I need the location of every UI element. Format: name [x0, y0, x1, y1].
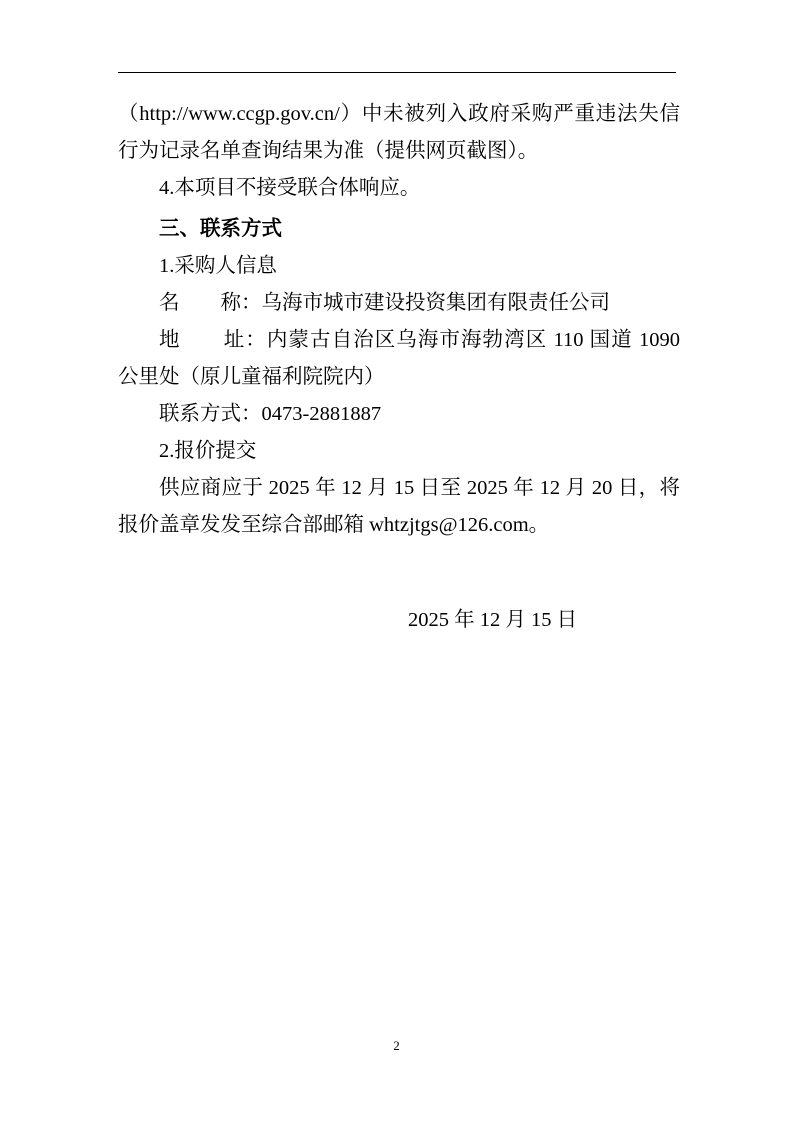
paragraph-url-credit: （http://www.ccgp.gov.cn/）中未被列入政府采购严重违法失信行为记录名单查询结果为准（提供网页截图）。 [118, 103, 680, 162]
subsection-heading-quote-submission: 2.报价提交 [159, 440, 257, 462]
paragraph-consortium: 4.本项目不接受联合体响应。 [159, 177, 421, 199]
buyer-contact-line: 联系方式：0473-2881887 [159, 403, 382, 425]
page-number: 2 [393, 1038, 400, 1053]
document-date: 2025 年 12 月 15 日 [408, 609, 578, 631]
quote-submission-line: 供应商应于 2025 年 12 月 15 日至 2025 年 12 月 20 日，将报价盖章发发至综合部邮箱 whtzjtgs@126.com。 [118, 477, 680, 536]
buyer-address-line: 地 址：内蒙古自治区乌海市海勃湾区 110 国道 1090 公里处（原儿童福利院院内） [118, 329, 680, 388]
header-rule [118, 72, 676, 73]
document-body [118, 96, 680, 639]
buyer-name-line: 名 称：乌海市城市建设投资集团有限责任公司 [159, 292, 610, 314]
section-heading-contact: 三、联系方式 [159, 218, 282, 240]
subsection-heading-buyer-info: 1.采购人信息 [159, 255, 277, 277]
